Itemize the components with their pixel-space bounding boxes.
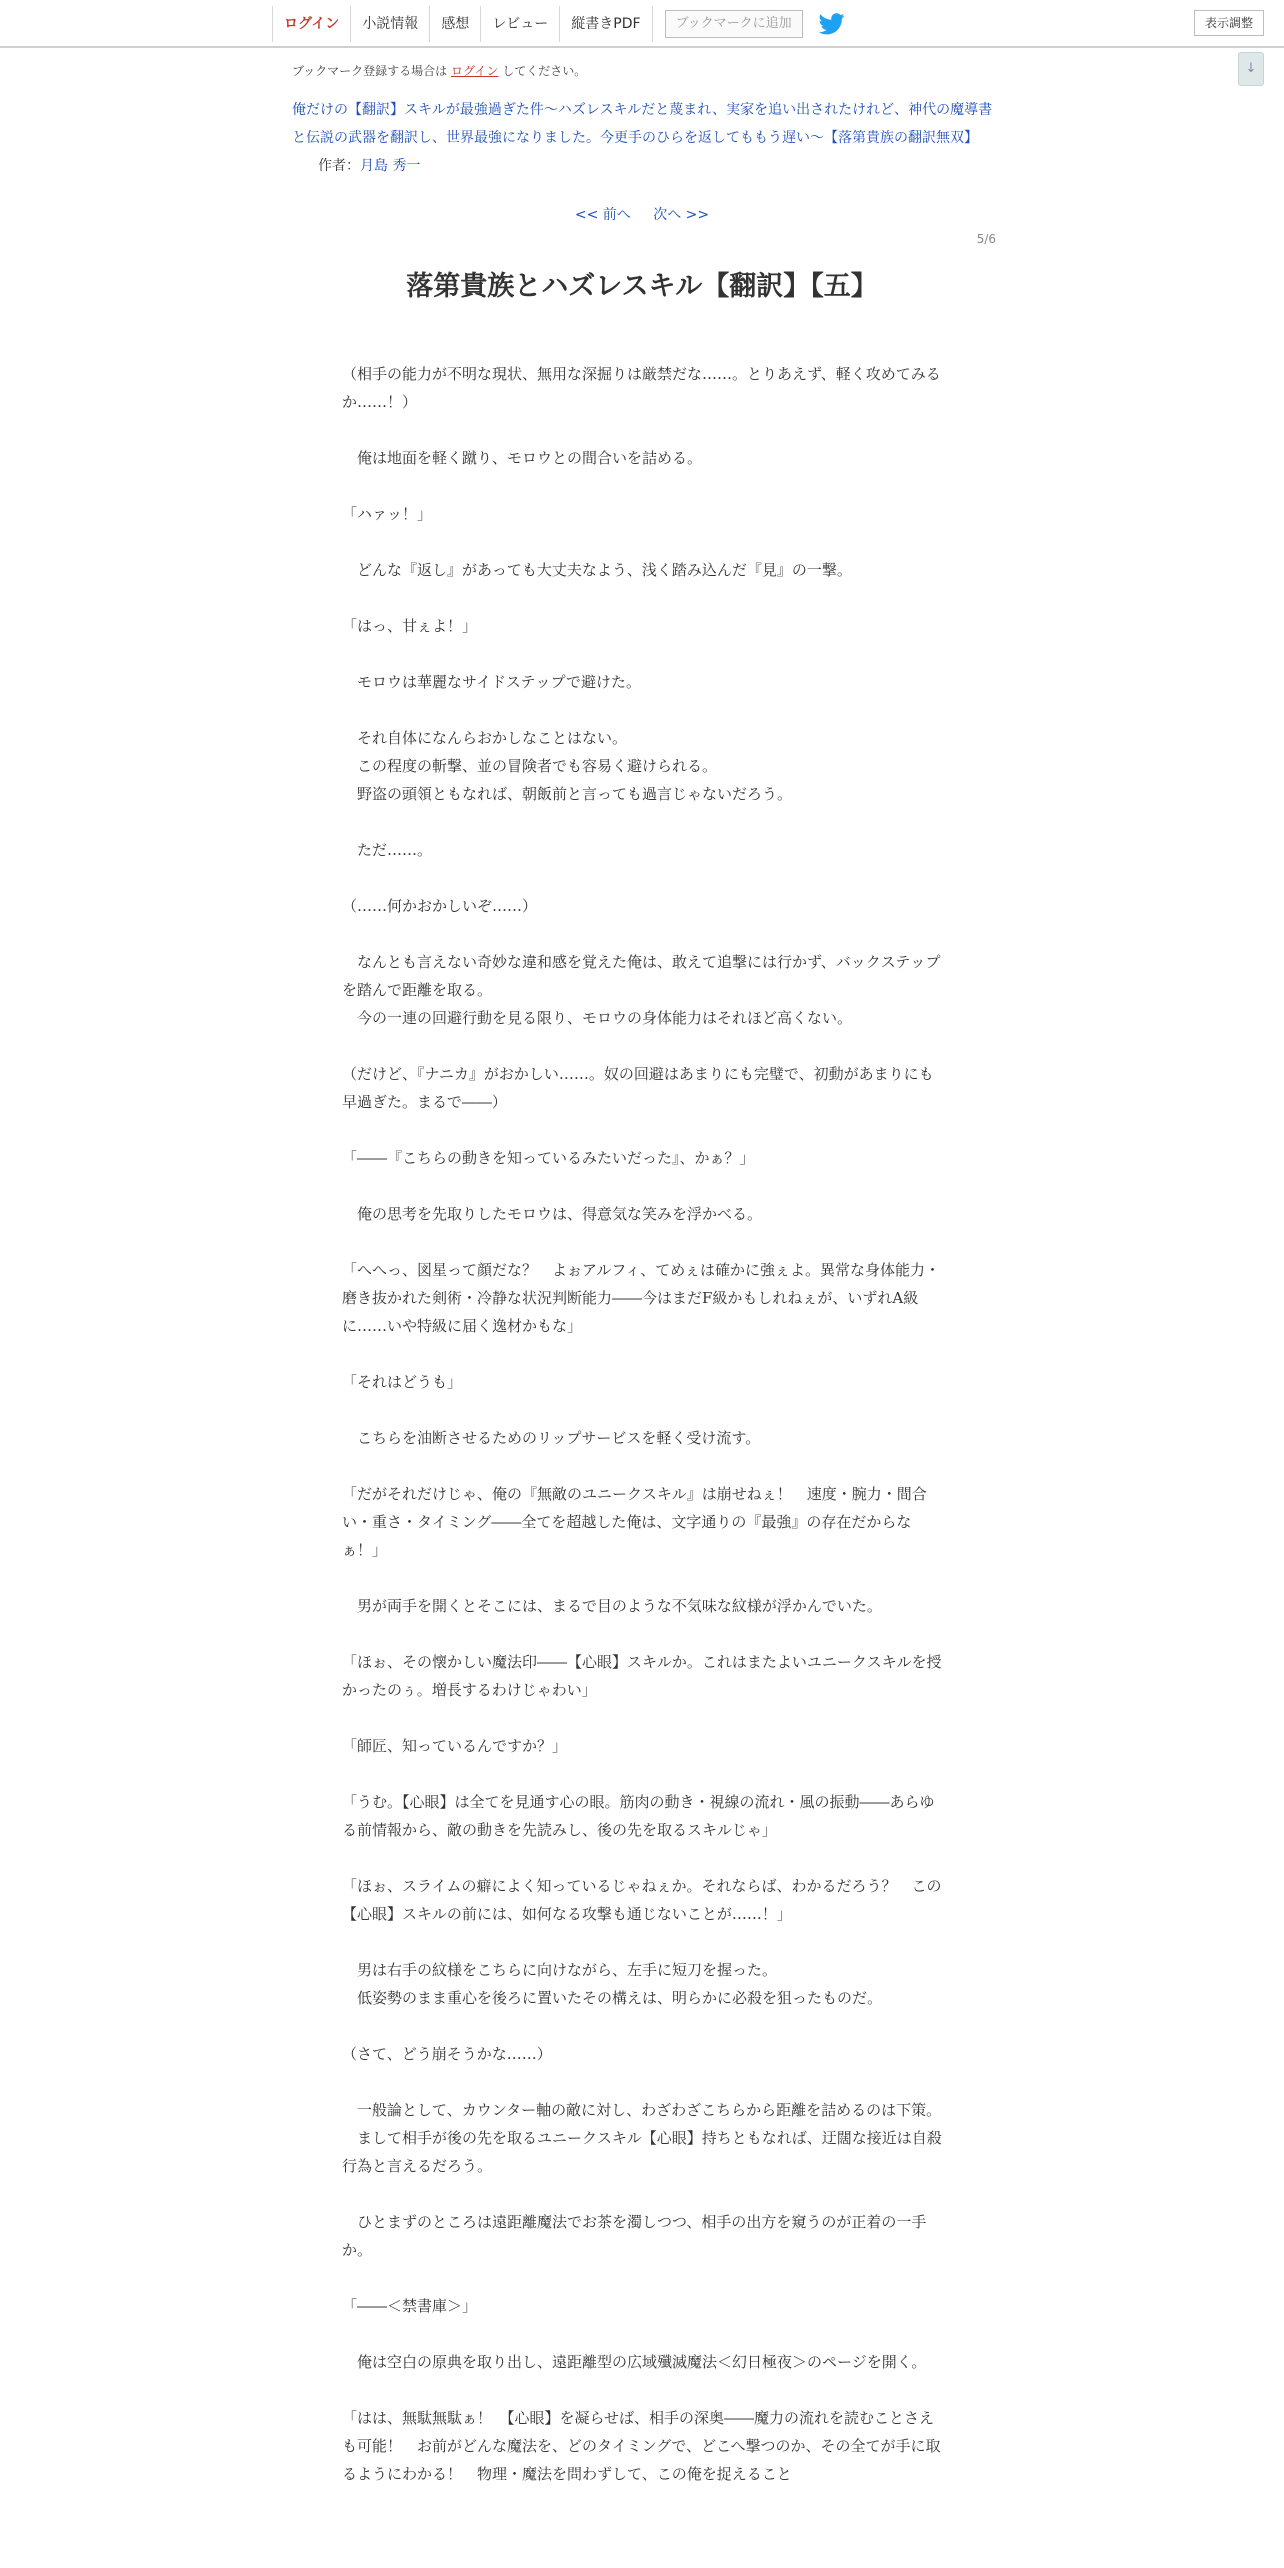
notice-text-after: してください。 <box>502 64 587 78</box>
body-paragraph: （相手の能力が不明な現状、無用な深掘りは厳禁だな……。とりあえず、軽く攻めてみるか……！） <box>342 365 941 411</box>
notice-login-link[interactable]: ログイン <box>451 64 499 78</box>
body-paragraph: 「――＜禁書庫＞」 <box>342 2297 478 2315</box>
body-paragraph: 一般論として、カウンター軸の敵に対し、わざわざこちらから距離を詰めるのは下策。 まして相手が後の先を取るユニークスキル【心眼】持ちともなれば、迂闊な接近は自殺行為と言えるだろう。 <box>342 2101 942 2175</box>
body-paragraph: 「へへっ、図星って顔だな？ よぉアルフィ、てめぇは確かに強ぇよ。異常な身体能力・磨き抜かれた剣術・冷静な状況判断能力――今はまだF級かもしれねぇが、いずれA級に……いや特級に届く逸材かもな」 <box>342 1261 941 1335</box>
body-paragraph: 男が両手を開くとそこには、まるで目のような不気味な紋様が浮かんでいた。 <box>342 1597 882 1615</box>
body-paragraph: 「だがそれだけじゃ、俺の『無敵のユニークスキル』は崩せねぇ！ 速度・腕力・間合い・重さ・タイミング――全てを超越した俺は、文字通りの『最強』の存在だからなぁ！」 <box>342 1485 927 1559</box>
body-paragraph: どんな『返し』があっても大丈夫なよう、浅く踏み込んだ『見』の一撃。 <box>342 561 852 579</box>
body-paragraph: 「はは、無駄無駄ぁ！ 【心眼】を凝らせば、相手の深奥――魔力の流れを読むことさえも可能！ お前がどんな魔法を、どのタイミングで、どこへ撃つのか、その全てが手に取るようにわかる！ 物理・魔法を問わずして、この俺を捉えること <box>342 2409 941 2483</box>
nav-impressions-link[interactable]: 感想 <box>429 6 480 42</box>
nav-review-link[interactable]: レビュー <box>480 6 559 42</box>
body-paragraph: 俺は地面を軽く蹴り、モロウとの間合いを詰める。 <box>342 449 703 467</box>
add-bookmark-button[interactable]: ブックマークに追加 <box>665 10 803 38</box>
scroll-down-icon[interactable]: ↓ <box>1238 52 1264 86</box>
body-paragraph: 「ハァッ！」 <box>342 505 433 523</box>
body-paragraph: （さて、どう崩そうかな……） <box>342 2045 552 2063</box>
top-bar <box>0 0 1284 48</box>
body-paragraph: こちらを油断させるためのリップサービスを軽く受け流す。 <box>342 1429 761 1447</box>
body-paragraph: ひとまずのところは遠距離魔法でお茶を濁しつつ、相手の出方を窺うのが正着の一手か。 <box>342 2213 927 2259</box>
nav-vertical-pdf-link[interactable]: 縦書きPDF <box>559 6 652 42</box>
notice-text-before: ブックマーク登録する場合は <box>292 64 448 78</box>
body-paragraph: 「ほぉ、スライムの癖によく知っているじゃねぇか。それならば、わかるだろう？ この【心眼】スキルの前には、如何なる攻撃も通じないことが……！」 <box>342 1877 942 1923</box>
prev-chapter-link[interactable]: << 前へ <box>574 207 631 223</box>
author-link[interactable]: 月島 秀一 <box>360 158 421 174</box>
body-paragraph: モロウは華麗なサイドステップで避けた。 <box>342 673 641 691</box>
body-paragraph: 俺の思考を先取りしたモロウは、得意気な笑みを浮かべる。 <box>342 1205 763 1223</box>
chapter-pager <box>0 204 1284 224</box>
main-nav <box>272 6 845 42</box>
twitter-icon[interactable] <box>819 13 845 35</box>
body-paragraph: 「それはどうも」 <box>342 1373 463 1391</box>
page-number: 5/6 <box>976 232 996 246</box>
next-chapter-link[interactable]: 次へ >> <box>653 207 710 223</box>
nav-novel-info-link[interactable]: 小説情報 <box>350 6 429 42</box>
body-paragraph: （だけど、『ナニカ』がおかしい……。奴の回避はあまりにも完璧で、初動があまりにも早過ぎた。まるで――） <box>342 1065 934 1111</box>
body-paragraph: ただ……。 <box>342 841 433 859</box>
author-label: 作者： <box>318 158 360 174</box>
body-paragraph: それ自体になんらおかしなことはない。 この程度の斬撃、並の冒険者でも容易く避けられる。 野盗の頭領ともなれば、朝飯前と言っても過言じゃないだろう。 <box>357 729 793 803</box>
body-paragraph: 俺は空白の原典を取り出し、遠距離型の広域殲滅魔法＜幻日極夜＞のページを開く。 <box>342 2353 927 2371</box>
novel-body <box>342 360 942 2516</box>
body-paragraph: 男は右手の紋様をこちらに向けながら、左手に短刀を握った。 低姿勢のまま重心を後ろに置いたその構えは、明らかに必殺を狙ったものだ。 <box>357 1961 883 2007</box>
body-paragraph: 「うむ。【心眼】は全てを見通す心の眼。筋肉の動き・視線の流れ・風の振動――あらゆる前情報から、敵の動きを先読みし、後の先を取るスキルじゃ」 <box>342 1793 935 1839</box>
body-paragraph: 「師匠、知っているんですか？」 <box>342 1737 568 1755</box>
body-paragraph: （……何かおかしいぞ……） <box>342 897 538 915</box>
series-title-link[interactable]: 俺だけの【翻訳】スキルが最強過ぎた件～ハズレスキルだと蔑まれ、実家を追い出されたけれど、神代の魔導書と伝説の武器を翻訳し、世界最強になりました。今更手のひらを返してももう遅い～【落第貴族の翻訳無双】 <box>292 102 993 146</box>
body-paragraph: 「――『こちらの動きを知っているみたいだった』、かぁ？」 <box>342 1149 755 1167</box>
body-paragraph: 「ほぉ、その懐かしい魔法印――【心眼】スキルか。これはまたよいユニークスキルを授かったのぅ。増長するわけじゃわい」 <box>342 1653 942 1699</box>
body-paragraph: 「はっ、甘ぇよ！」 <box>342 617 478 635</box>
nav-login-link[interactable]: ログイン <box>272 6 350 42</box>
series-info <box>292 96 996 180</box>
chapter-title: 落第貴族とハズレスキル【翻訳】【五】 <box>406 271 878 302</box>
bookmark-login-notice <box>292 62 586 79</box>
body-paragraph: なんとも言えない奇妙な違和感を覚えた俺は、敢えて追撃には行かず、バックステップを踏んで距離を取る。 今の一連の回避行動を見る限り、モロウの身体能力はそれほど高くない。 <box>342 953 941 1027</box>
display-settings-button[interactable]: 表示調整 <box>1194 10 1264 36</box>
